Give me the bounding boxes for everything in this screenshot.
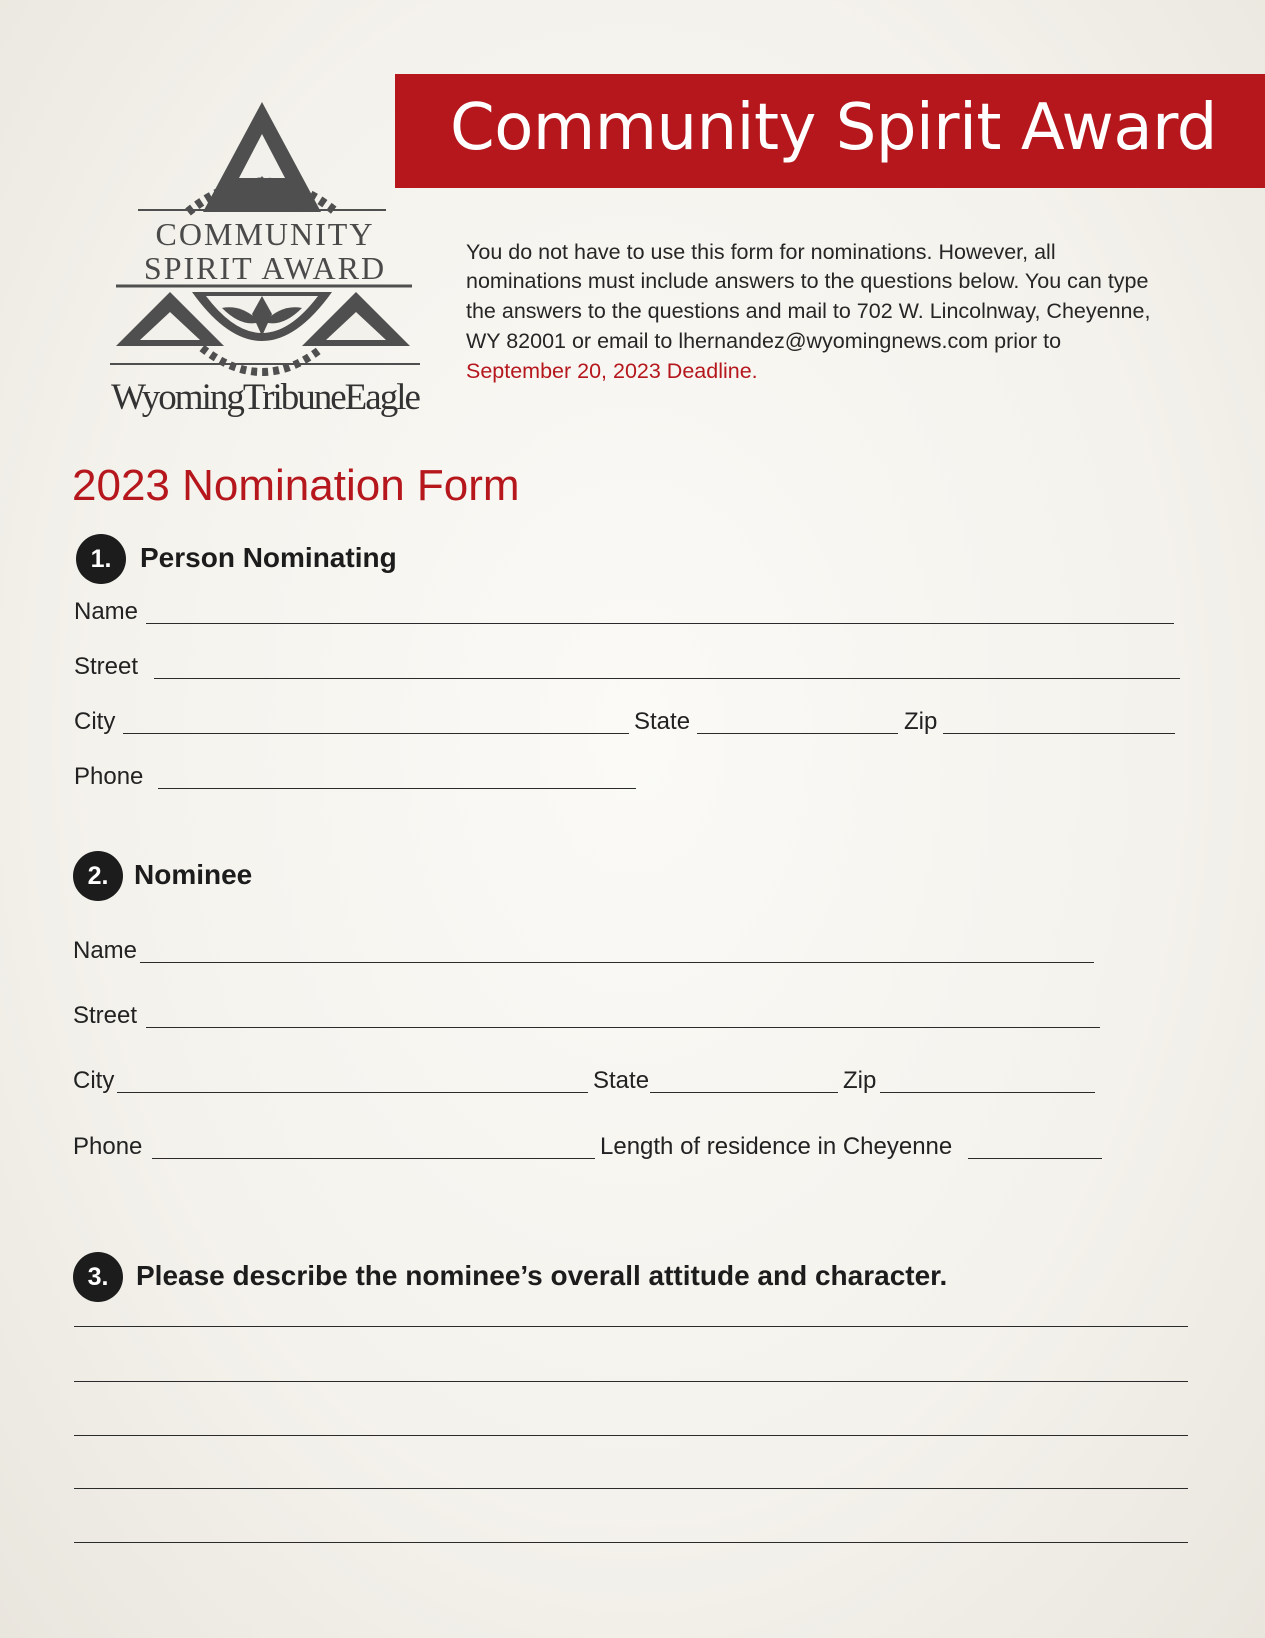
field-label: State bbox=[634, 708, 691, 735]
nominator-city-field[interactable] bbox=[74, 706, 629, 740]
nominee-phone-line[interactable] bbox=[152, 1158, 595, 1159]
field-label: Phone bbox=[74, 763, 144, 790]
field-label: Length of residence in Cheyenne bbox=[600, 1133, 953, 1160]
nominee-residence-field[interactable] bbox=[600, 1131, 1102, 1165]
answer-line[interactable] bbox=[74, 1435, 1188, 1436]
answer-line[interactable] bbox=[74, 1542, 1188, 1543]
field-label: State bbox=[593, 1067, 650, 1094]
newspaper-brand: WyomingTribuneEagle bbox=[111, 377, 419, 418]
banner-title: Community Spirit Award bbox=[450, 91, 1217, 165]
answer-line[interactable] bbox=[74, 1488, 1188, 1489]
field-label: Phone bbox=[73, 1133, 143, 1160]
nominee-street-line[interactable] bbox=[146, 1027, 1100, 1028]
field-label: City bbox=[73, 1067, 115, 1094]
section-title-nominee: Nominee bbox=[134, 859, 253, 890]
nominee-city-line[interactable] bbox=[117, 1092, 588, 1093]
form-title: 2023 Nomination Form bbox=[72, 461, 520, 510]
title-banner bbox=[395, 74, 1265, 188]
nominator-name-line[interactable] bbox=[146, 623, 1174, 624]
logo-text-line1: COMMUNITY bbox=[155, 216, 375, 252]
nominee-state-line[interactable] bbox=[650, 1092, 838, 1093]
field-label: Street bbox=[73, 1002, 138, 1029]
section-number-1: 1. bbox=[76, 534, 126, 584]
section-title-person-nominating: Person Nominating bbox=[140, 542, 397, 573]
answer-line[interactable] bbox=[74, 1381, 1188, 1382]
nominator-street-field[interactable] bbox=[74, 651, 1180, 685]
field-label: Street bbox=[74, 653, 139, 680]
field-label: Name bbox=[74, 598, 139, 625]
nominee-name-field[interactable] bbox=[73, 935, 1094, 969]
section-number-3: 3. bbox=[73, 1252, 123, 1302]
nominee-zip-field[interactable] bbox=[843, 1065, 1095, 1099]
field-label: Zip bbox=[843, 1067, 877, 1094]
nominator-state-field[interactable] bbox=[634, 706, 898, 740]
nominee-name-line[interactable] bbox=[140, 962, 1094, 963]
nominator-state-line[interactable] bbox=[697, 733, 898, 734]
nominee-zip-line[interactable] bbox=[880, 1092, 1095, 1093]
nominee-phone-field[interactable] bbox=[73, 1131, 595, 1165]
nominee-city-field[interactable] bbox=[73, 1065, 588, 1099]
intro-text: You do not have to use this form for nominations. However, all nominations must include answers to the questions below. You can type the answers to the questions and mail to 702 W. Lincolnway, Cheyenne, WY 82001 or email to lhernandez@wyomingnews.com prior to bbox=[466, 239, 1151, 353]
logo-text-line2: SPIRIT AWARD bbox=[143, 250, 387, 286]
nominator-zip-line[interactable] bbox=[943, 733, 1175, 734]
field-label: Zip bbox=[904, 708, 938, 735]
nominator-street-line[interactable] bbox=[154, 678, 1180, 679]
nominator-name-field[interactable] bbox=[74, 596, 1174, 630]
community-spirit-award-logo bbox=[110, 100, 430, 430]
deadline-text: September 20, 2023 Deadline. bbox=[466, 358, 758, 383]
nominator-phone-line[interactable] bbox=[158, 788, 636, 789]
field-label: City bbox=[74, 708, 116, 735]
intro-paragraph bbox=[466, 238, 1156, 387]
nominator-phone-field[interactable] bbox=[74, 761, 636, 795]
nominator-city-line[interactable] bbox=[123, 733, 629, 734]
nominator-zip-field[interactable] bbox=[904, 706, 1175, 740]
nominee-street-field[interactable] bbox=[73, 1000, 1100, 1034]
answer-line[interactable] bbox=[74, 1326, 1188, 1327]
nominee-state-field[interactable] bbox=[593, 1065, 838, 1099]
section-number-2: 2. bbox=[73, 851, 123, 901]
section-title-attitude-character: Please describe the nominee’s overall attitude and character. bbox=[136, 1260, 948, 1291]
nominee-residence-line[interactable] bbox=[968, 1158, 1102, 1159]
field-label: Name bbox=[73, 937, 138, 964]
